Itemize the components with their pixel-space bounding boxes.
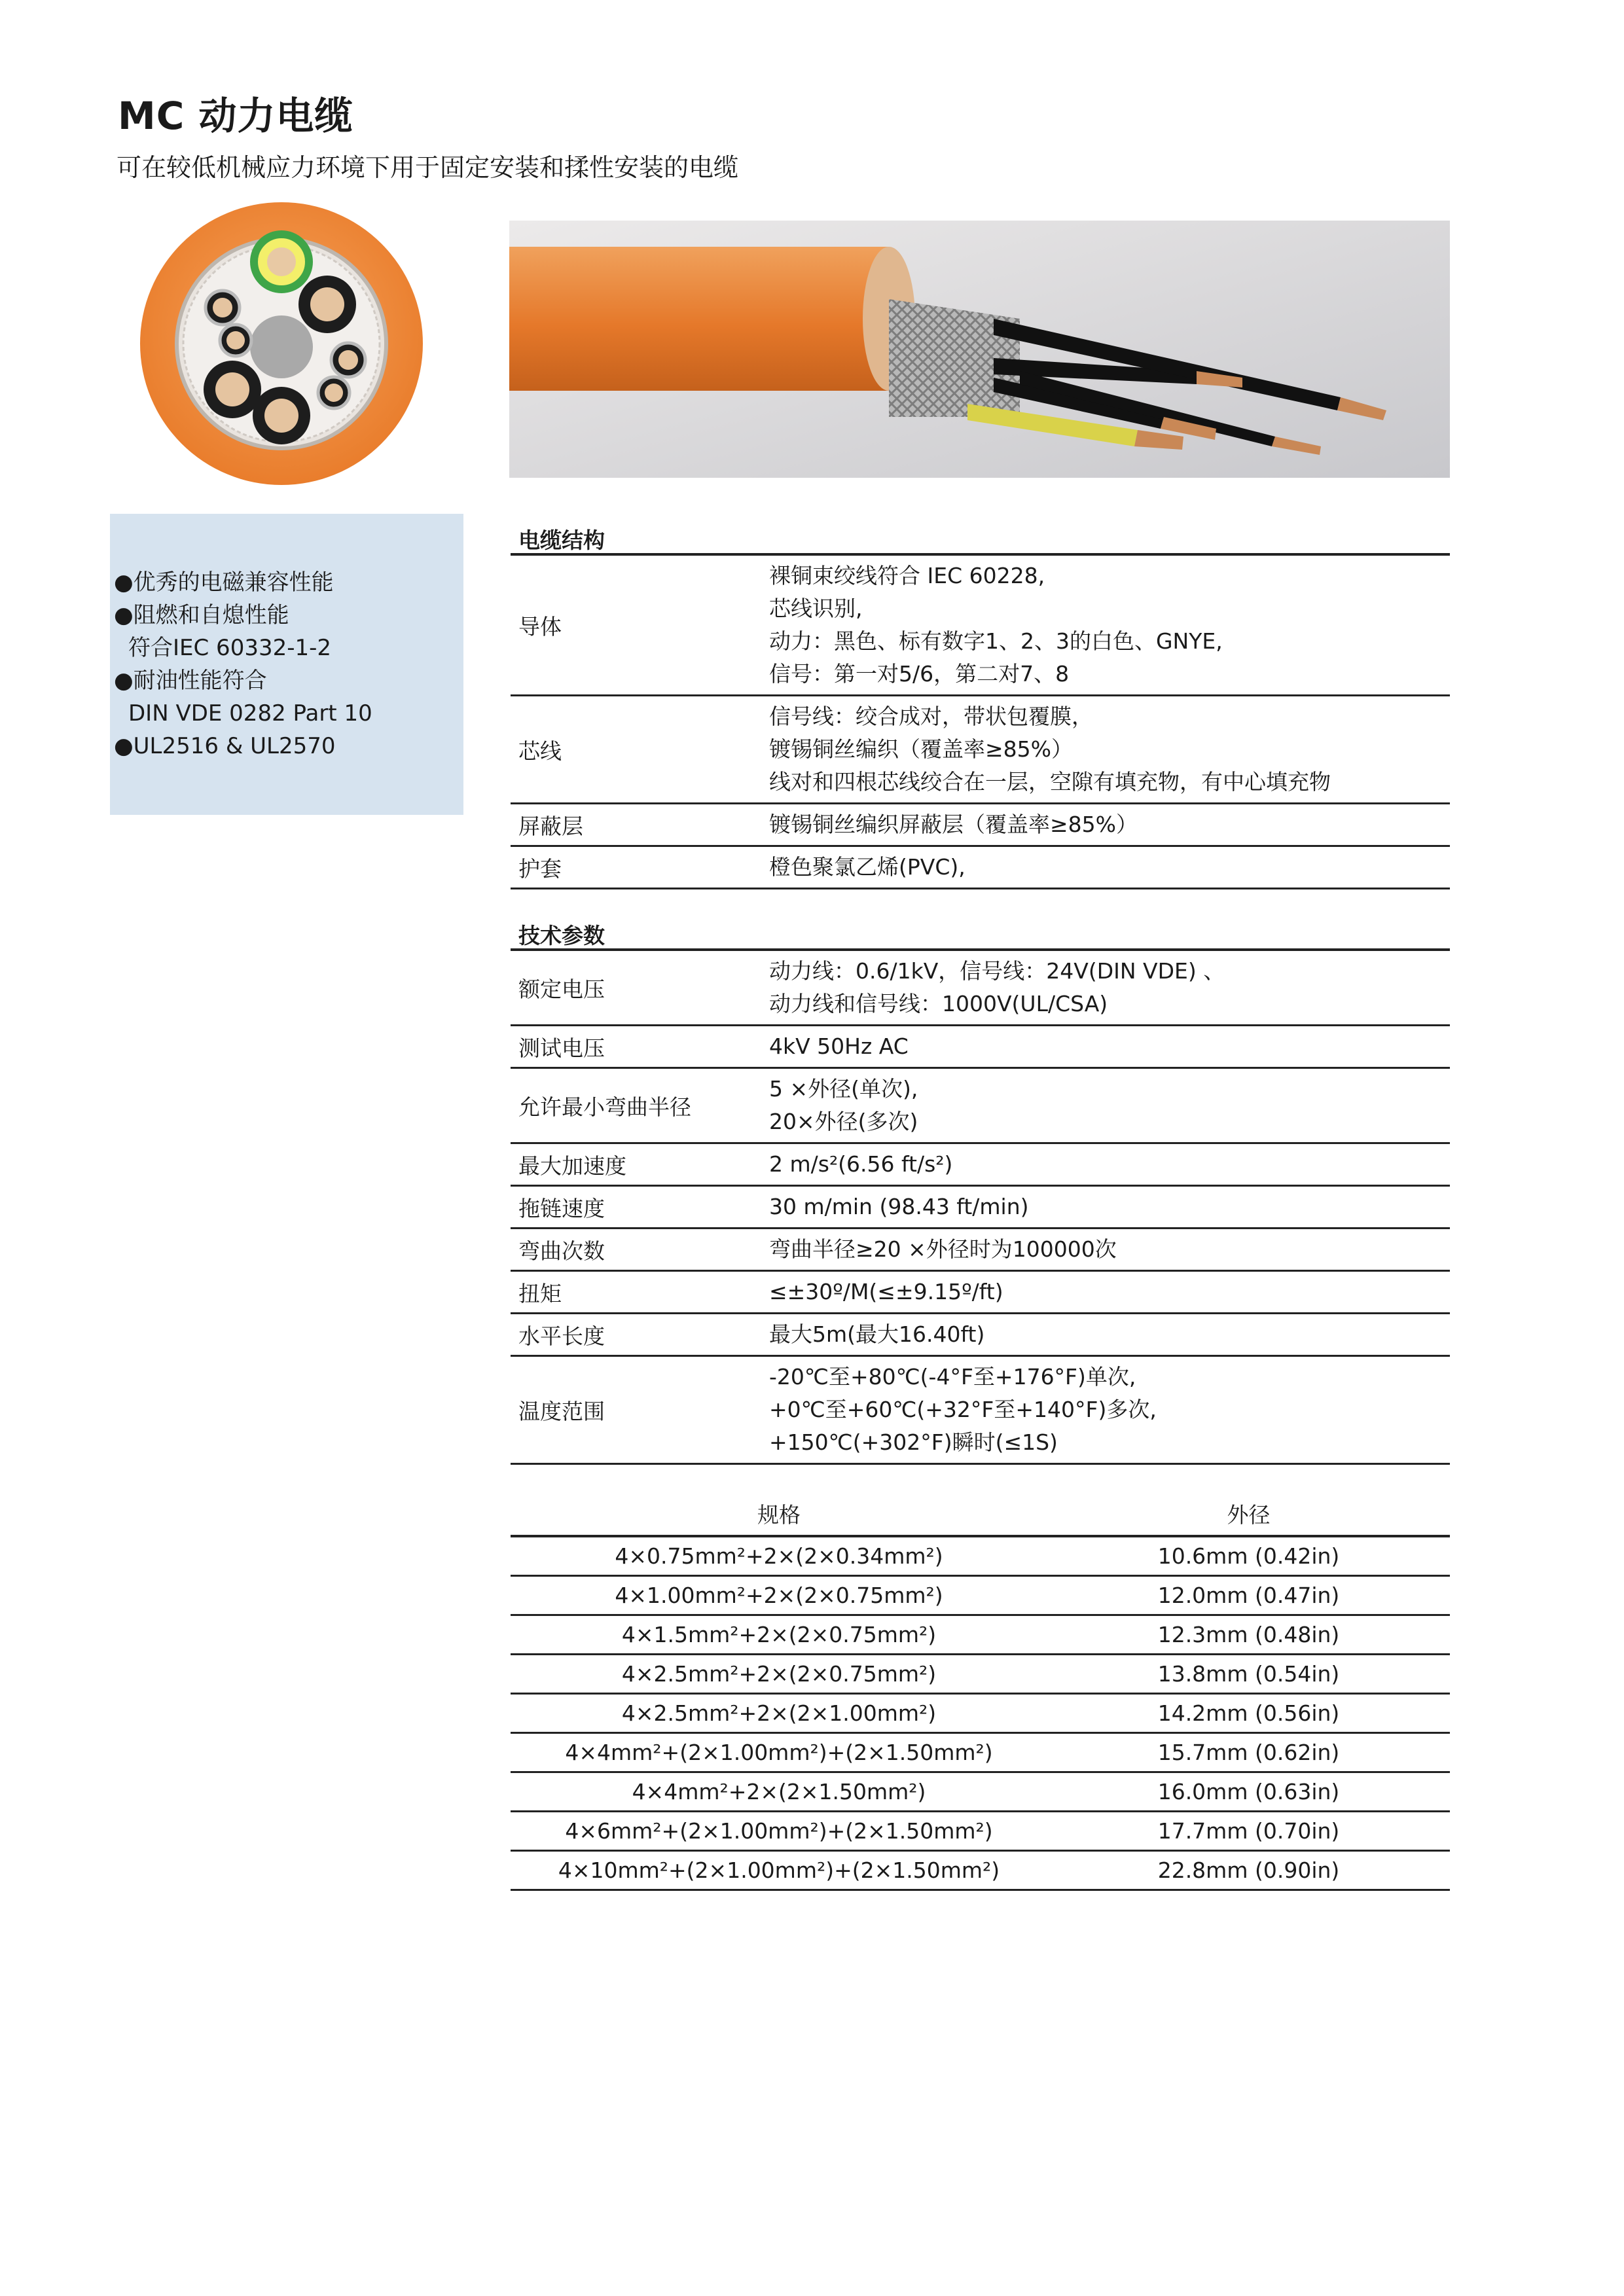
spec-cell: 4×4mm²+2×(2×1.50mm²) [632,1779,926,1804]
row-label: 拖链速度 [518,1195,605,1221]
od-cell: 15.7mm (0.62in) [1157,1740,1340,1765]
value-line: 5 ×外径(单次), [769,1076,918,1102]
row-value [769,556,1450,694]
row-label: 测试电压 [518,1035,605,1061]
technical-row [511,1272,1450,1314]
spec-table [511,514,1450,1465]
row-label: 水平长度 [518,1323,605,1349]
technical-row [511,1187,1450,1229]
row-label: 弯曲次数 [518,1238,605,1264]
value-line: 橙色聚氯乙烯(PVC), [769,854,965,880]
table-row [511,1655,1450,1695]
technical-row [511,1069,1450,1144]
sizes-table [511,1496,1450,1891]
od-cell: 17.7mm (0.70in) [1157,1818,1340,1844]
od-cell: 16.0mm (0.63in) [1157,1779,1340,1804]
value-line: 信号：第一对5/6，第二对7、8 [769,661,1070,687]
technical-heading: 技术参数 [511,909,1450,951]
row-value [769,1069,1450,1142]
cable-cross-section-image [137,200,425,488]
value-line: -20℃至+80℃(-4°F至+176°F)单次, [769,1364,1136,1390]
construction-row [511,804,1450,847]
page-title: MC 动力电缆 [118,94,353,138]
row-value [769,1314,1450,1355]
technical-row [511,1026,1450,1069]
spec-cell: 4×0.75mm²+2×(2×0.34mm²) [615,1543,943,1569]
value-line: 4kV 50Hz AC [769,1033,909,1059]
technical-row [511,1314,1450,1357]
column-header-spec: 规格 [757,1502,801,1528]
value-line: 镀锡铜丝编织（覆盖率≥85%） [769,736,1073,762]
table-row [511,1537,1450,1577]
spec-cell: 4×10mm²+(2×1.00mm²)+(2×1.50mm²) [558,1857,1000,1883]
spec-cell: 4×1.00mm²+2×(2×0.75mm²) [615,1583,943,1608]
spec-cell: 4×1.5mm²+2×(2×0.75mm²) [621,1622,937,1647]
row-value [769,1357,1450,1463]
row-value [769,951,1450,1024]
od-cell: 10.6mm (0.42in) [1157,1543,1340,1569]
value-line: +0℃至+60℃(+32°F至+140°F)多次, [769,1397,1157,1422]
technical-row [511,1357,1450,1465]
table-row [511,1577,1450,1616]
value-line: +150℃(+302°F)瞬时(≤1S) [769,1429,1058,1455]
value-line: ≤±30º/M(≤±9.15º/ft) [769,1279,1003,1304]
od-cell: 12.0mm (0.47in) [1157,1583,1340,1608]
row-value [769,1144,1450,1185]
sizes-header [511,1496,1450,1537]
row-label: 芯线 [518,738,562,764]
row-label: 额定电压 [518,976,605,1002]
feature-item: ●阻燃和自熄性能 [114,602,289,628]
table-row [511,1616,1450,1655]
row-label: 导体 [518,613,562,639]
od-cell: 12.3mm (0.48in) [1157,1622,1340,1647]
technical-row [511,951,1450,1026]
cable-product-image [509,221,1450,478]
row-label: 温度范围 [518,1398,605,1424]
feature-item: 符合IEC 60332-1-2 [128,635,332,661]
od-cell: 22.8mm (0.90in) [1157,1857,1340,1883]
spec-cell: 4×4mm²+(2×1.00mm²)+(2×1.50mm²) [565,1740,993,1765]
table-row [511,1734,1450,1773]
spec-cell: 4×2.5mm²+2×(2×0.75mm²) [621,1661,937,1687]
column-header-od: 外径 [1227,1502,1271,1528]
value-line: 2 m/s²(6.56 ft/s²) [769,1151,953,1177]
row-label: 屏蔽层 [518,813,583,839]
od-cell: 14.2mm (0.56in) [1157,1700,1340,1726]
features-box [110,514,463,815]
value-line: 最大5m(最大16.40ft) [769,1321,985,1347]
table-row [511,1812,1450,1852]
value-line: 动力线和信号线：1000V(UL/CSA) [769,991,1108,1016]
value-line: 镀锡铜丝编织屏蔽层（覆盖率≥85%） [769,812,1138,837]
spec-cell: 4×2.5mm²+2×(2×1.00mm²) [621,1700,937,1726]
construction-row [511,556,1450,696]
row-value [769,1187,1450,1227]
table-row [511,1695,1450,1734]
row-label: 允许最小弯曲半径 [518,1094,691,1120]
value-line: 弯曲半径≥20 ×外径时为100000次 [769,1236,1117,1262]
row-value [769,804,1450,845]
technical-row [511,1229,1450,1272]
feature-item: ●UL2516 & UL2570 [114,733,336,759]
row-label: 最大加速度 [518,1153,626,1179]
row-label: 护套 [518,855,562,882]
value-line: 动力线：0.6/1kV，信号线：24V(DIN VDE) 、 [769,958,1225,984]
row-label: 扭矩 [518,1280,562,1306]
value-line: 20×外径(多次) [769,1109,918,1134]
feature-item: DIN VDE 0282 Part 10 [128,700,372,726]
row-value [769,847,1450,888]
table-row [511,1852,1450,1891]
value-line: 裸铜束绞线符合 IEC 60228, [769,563,1045,588]
value-line: 芯线识别, [769,596,863,621]
value-line: 动力：黑色、标有数字1、2、3的白色、GNYE, [769,628,1223,654]
table-row [511,1773,1450,1812]
value-line: 30 m/min (98.43 ft/min) [769,1194,1029,1219]
construction-row [511,847,1450,889]
feature-item: ●优秀的电磁兼容性能 [114,569,334,596]
page-subtitle: 可在较低机械应力环境下用于固定安装和揉性安装的电缆 [117,153,739,182]
row-value [769,696,1450,802]
row-value [769,1229,1450,1270]
construction-row [511,696,1450,804]
value-line: 信号线：绞合成对，带状包覆膜， [769,704,1093,729]
construction-heading: 电缆结构 [511,514,1450,556]
feature-item: ●耐油性能符合 [114,668,267,694]
spec-cell: 4×6mm²+(2×1.00mm²)+(2×1.50mm²) [565,1818,993,1844]
technical-row [511,1144,1450,1187]
row-value [769,1272,1450,1312]
value-line: 线对和四根芯线绞合在一层，空隙有填充物，有中心填充物 [769,769,1331,795]
od-cell: 13.8mm (0.54in) [1157,1661,1340,1687]
row-value [769,1026,1450,1067]
